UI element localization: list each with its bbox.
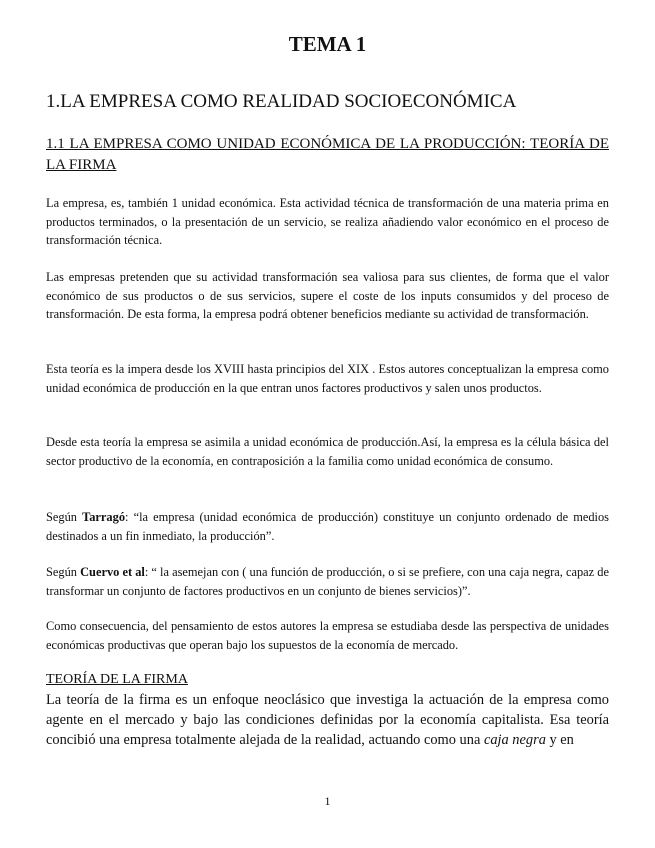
paragraph-text: La teoría de la firma es un enfoque neoclásico que investiga la actuación de la empresa como agente en el mercado y bajo las condiciones definidas por la economía capitalista. Esa teoría concibió una empresa totalmente alejada de la realidad, actuando como una [46,692,609,748]
paragraph-6 [46,563,609,600]
author-name: Tarragó [82,510,126,524]
paragraph-5 [46,508,609,545]
italic-term: caja negra [483,732,546,748]
paragraph-8 [46,690,609,750]
quote-text: : “la empresa (unidad económica de producción) constituye un conjunto ordenado de medios destinados a un fin inmediato, la producción”. [46,510,610,543]
page-number: 1 [324,794,331,808]
paragraph-4: Desde esta teoría la empresa se asimila a unidad económica de producción.Así, la empresa es la célula básica del sector productivo de la economía, en contraposición a la familia como unidad económica de consumo. [46,435,609,468]
page-title: TEMA 1 [288,32,367,56]
section-heading: 1.LA EMPRESA COMO REALIDAD SOCIOECONÓMICA [46,91,517,112]
quote-text: : “ la asemejan con ( una función de producción, o si se prefiere, con una caja negra, capaz de transformar un conjunto de factores productivos en un conjunto de bienes servicios)”. [46,565,609,598]
paragraph-7: Como consecuencia, del pensamiento de estos autores la empresa se estudiaba desde las perspectiva de unidades económicas productivas que operan bajo los supuestos de la economía de mercado. [46,619,609,652]
paragraph-2: Las empresas pretenden que su actividad transformación sea valiosa para sus clientes, de forma que el valor económico de sus productos o de sus servicios, supere el coste de los inputs consumidos y del proceso de transformación. De esta forma, la empresa podrá obtener beneficios mediante su actividad de transformación. [46,270,609,321]
quote-prefix: Según [46,510,83,524]
quote-prefix: Según [46,565,81,579]
author-name: Cuervo et al [80,565,145,579]
paragraph-tail: y en [545,732,574,748]
theory-heading: TEORÍA DE LA FIRMA [46,672,188,687]
paragraph-3: Esta teoría es la impera desde los XVIII hasta principios del XIX . Estos autores conceptualizan la empresa como unidad económica de producción en la que entran unos factores productivos y salen unos productos. [46,362,609,395]
paragraph-1: La empresa, es, también 1 unidad económica. Esta actividad técnica de transformación de una materia prima en productos terminados, o la presentación de un servicio, se realiza añadiendo valor económico en el proceso de transformación técnica. [46,196,609,247]
subsection-heading: 1.1 LA EMPRESA COMO UNIDAD ECONÓMICA DE LA PRODUCCIÓN: TEORÍA DE LA FIRMA [46,136,609,173]
